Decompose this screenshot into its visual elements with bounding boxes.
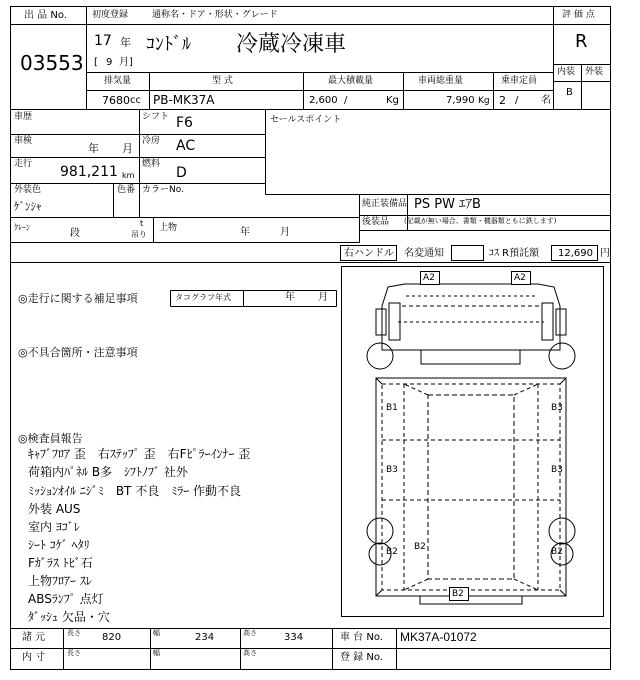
height-label: 高さ [243, 629, 257, 637]
exterior-color-label: 外装色 [14, 185, 42, 195]
length-value: 820 [102, 632, 122, 643]
odo-label: ｺｽ R預託額 [489, 248, 540, 259]
first-reg-label: 初度登録 [92, 10, 129, 20]
report-line: 外装 AUS [28, 502, 81, 516]
crane-tier-label: 段 [70, 228, 80, 239]
displacement-label: 排気量 [104, 76, 132, 86]
shift-label: シフト [142, 112, 170, 122]
crane-label: ｸﾚｰﾝ [14, 223, 30, 232]
exterior-rating-label: 外装 [585, 67, 604, 77]
color-no-label: カラーNo. [142, 185, 184, 195]
chassis-label: 車 台 No. [340, 632, 383, 643]
crane-lift-label: 吊り [131, 230, 147, 239]
report-line: ﾐｯｼｮﾝｵｲﾙ ﾆｼﾞﾐ BT 不良 ﾐﾗｰ 作動不良 [28, 484, 242, 498]
reg-year: 17 [94, 33, 112, 49]
damage-mark: B3 [551, 465, 563, 475]
crane-ton-label: t [140, 219, 144, 228]
fuel-label: 燃料 [142, 159, 161, 169]
steering-side: 右ハンドル [344, 248, 394, 259]
tacho-month: 月 [318, 292, 328, 303]
damage-mark: B1 [386, 403, 398, 413]
width-value: 234 [195, 632, 215, 643]
driving-notes-label: ◎走行に関する補足事項 [18, 292, 138, 305]
ac-value: AC [176, 138, 196, 154]
report-line: ABSﾗﾝﾌﾟ 点灯 [28, 592, 104, 606]
width-label-2: 幅 [153, 649, 160, 657]
report-line: ｷｬﾌﾞﾌﾛｱ 歪 右ｽﾃｯﾌﾟ 歪 右Fﾋﾟﾗｰｲﾝﾅｰ 歪 [28, 447, 251, 461]
displacement-unit: cc [130, 95, 141, 106]
genuine-equipment: PS PW ｴｱB [414, 197, 481, 212]
mileage-unit: km [122, 171, 135, 180]
inspector-report-label: ◎検査員報告 [18, 432, 83, 445]
report-line: Fｶﾞﾗｽ ﾄﾋﾞ石 [28, 556, 93, 570]
reg-month-open: [ [94, 57, 98, 68]
max-load-label: 最大積載量 [328, 76, 374, 86]
defect-notes-label: ◎不具合箇所・注意事項 [18, 346, 138, 359]
report-line: 荷箱内ﾊﾟﾈﾙ B多 ｼﾌﾄﾉﾌﾞ 社外 [28, 465, 188, 479]
tacho-year: 年 [285, 292, 295, 303]
upper-label: 上物 [159, 223, 178, 233]
model-label: 型 式 [212, 76, 233, 86]
gross-weight-label: 車両総重量 [418, 76, 464, 86]
title-label: 通称名・ドア・形状・グレード [152, 10, 278, 20]
meter-change-label: 名変通知 [404, 248, 444, 259]
capacity-sep: / [515, 95, 519, 106]
upper-month-label: 月 [280, 227, 290, 238]
reg-month: 9 [106, 57, 113, 68]
upper-year-label: 年 [240, 227, 250, 238]
capacity: 2 [499, 94, 506, 107]
reg-month-unit: 月] [119, 57, 133, 68]
vehicle-name: ｺﾝﾄﾞﾙ [146, 34, 191, 55]
interior-rating: B [566, 87, 573, 98]
truck-diagram [367, 284, 575, 604]
shift-value: F6 [176, 115, 193, 131]
report-line: ｼｰﾄ ｺｹﾞ ﾍﾀﾘ [28, 538, 90, 552]
reg-year-unit: 年 [120, 36, 131, 49]
capacity-label: 乗車定員 [501, 76, 538, 86]
damage-mark: B2 [386, 547, 398, 557]
vehicle-body: 冷蔵冷凍車 [236, 32, 347, 57]
ac-label: 冷房 [142, 136, 161, 146]
lot-number: 03553 [20, 51, 84, 75]
aftermarket-label: 後装品 [362, 217, 390, 227]
capacity-unit: 名 [541, 95, 551, 106]
overall-rating: R [575, 31, 588, 52]
report-line: 室内 ﾖｺﾞﾚ [28, 520, 80, 534]
chassis-number: MK37A-01072 [400, 630, 477, 644]
interior-dims-label: 内 寸 [22, 652, 46, 663]
lot-no-label: 出 品 No. [24, 10, 67, 21]
gross-weight: 7,990 [446, 95, 475, 106]
max-load: 2,600 [309, 95, 338, 106]
damage-mark: B3 [551, 403, 563, 413]
rating-label: 評 価 点 [562, 10, 595, 20]
inspection-label: 車検 [14, 136, 33, 146]
damage-mark: B2 [414, 542, 426, 552]
sales-point-label: セールスポイント [270, 115, 342, 125]
odo-value: 12,690 [558, 248, 593, 259]
width-label: 幅 [153, 629, 160, 637]
inspection-year-label: 年 [88, 142, 99, 155]
len-label-2: 長さ [67, 649, 81, 657]
dims-label: 諸 元 [22, 632, 46, 643]
mileage-value: 981,211 [60, 164, 118, 180]
genuine-equipment-label: 純正装備品 [362, 199, 408, 209]
model: PB-MK37A [153, 93, 215, 107]
height-value: 334 [284, 632, 304, 643]
color-number-label: 色番 [117, 185, 136, 195]
tacho-label: タコグラフ年式 [175, 293, 231, 302]
inspection-month-label: 月 [122, 142, 133, 155]
aftermarket-note: (記載が無い場合、書類・機器類ともに鉄します) [404, 217, 557, 225]
len-label: 長さ [67, 629, 81, 637]
height-label-2: 高さ [243, 649, 257, 657]
report-line: 上物ﾌﾛｱｰ ｽﾚ [28, 574, 92, 588]
exterior-color: ｹﾞﾝｼｬ [14, 200, 42, 213]
damage-mark: B3 [386, 465, 398, 475]
displacement: 7680 [102, 94, 130, 107]
damage-mark: A2 [423, 273, 435, 283]
gross-weight-unit: Kg [478, 96, 490, 106]
damage-mark: A2 [514, 273, 526, 283]
max-load-unit: Kg [386, 95, 399, 106]
reg-no-label: 登 録 No. [340, 652, 383, 663]
odo-unit: 円 [600, 248, 610, 259]
damage-mark: B2 [452, 589, 464, 599]
fuel-value: D [176, 165, 187, 181]
max-load-sep: / [344, 95, 348, 106]
history-label: 車歴 [14, 112, 33, 122]
interior-rating-label: 内装 [557, 67, 576, 77]
report-line: ﾀﾞｯｼｭ 欠品・穴 [28, 610, 110, 624]
mileage-label: 走行 [14, 159, 33, 169]
damage-mark: B2 [551, 547, 563, 557]
